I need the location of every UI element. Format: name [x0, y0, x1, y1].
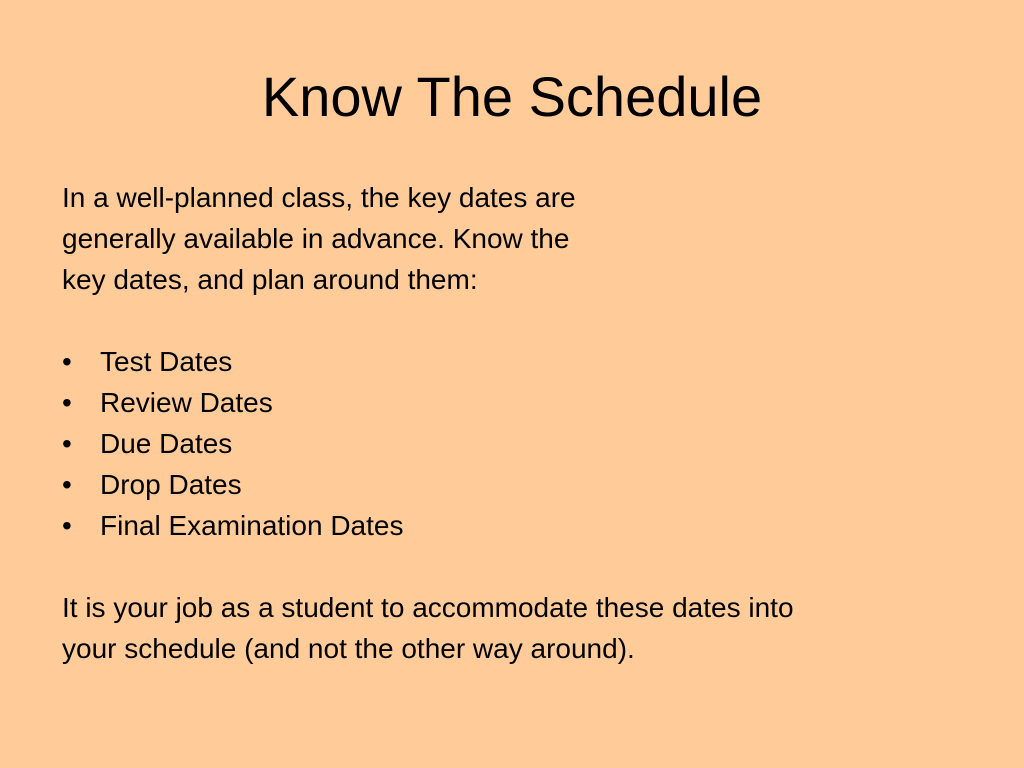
closing-line: It is your job as a student to accommodate these dates into — [62, 592, 794, 623]
list-item-label: Test Dates — [100, 346, 233, 377]
intro-line: generally available in advance. Know the — [62, 223, 570, 254]
bullet-icon: • — [62, 346, 72, 377]
bullet-icon: • — [62, 387, 72, 418]
intro-line: key dates, and plan around them: — [62, 264, 478, 295]
list-item-label: Due Dates — [100, 428, 233, 459]
list-item — [62, 505, 982, 546]
intro-line: In a well-planned class, the key dates are — [62, 182, 576, 213]
list-item — [62, 464, 982, 505]
slide-body — [62, 177, 982, 669]
closing-line: your schedule (and not the other way around). — [62, 633, 635, 664]
key-dates-list — [62, 341, 982, 546]
closing-paragraph — [62, 587, 982, 669]
intro-paragraph — [62, 177, 982, 300]
list-item-label: Review Dates — [100, 387, 273, 418]
bullet-icon: • — [62, 510, 72, 541]
list-item — [62, 341, 982, 382]
list-item-label: Drop Dates — [100, 469, 242, 500]
list-item — [62, 423, 982, 464]
list-item — [62, 382, 982, 423]
bullet-icon: • — [62, 428, 72, 459]
slide-title: Know The Schedule — [261, 65, 763, 128]
bullet-icon: • — [62, 469, 72, 500]
list-item-label: Final Examination Dates — [100, 510, 404, 541]
